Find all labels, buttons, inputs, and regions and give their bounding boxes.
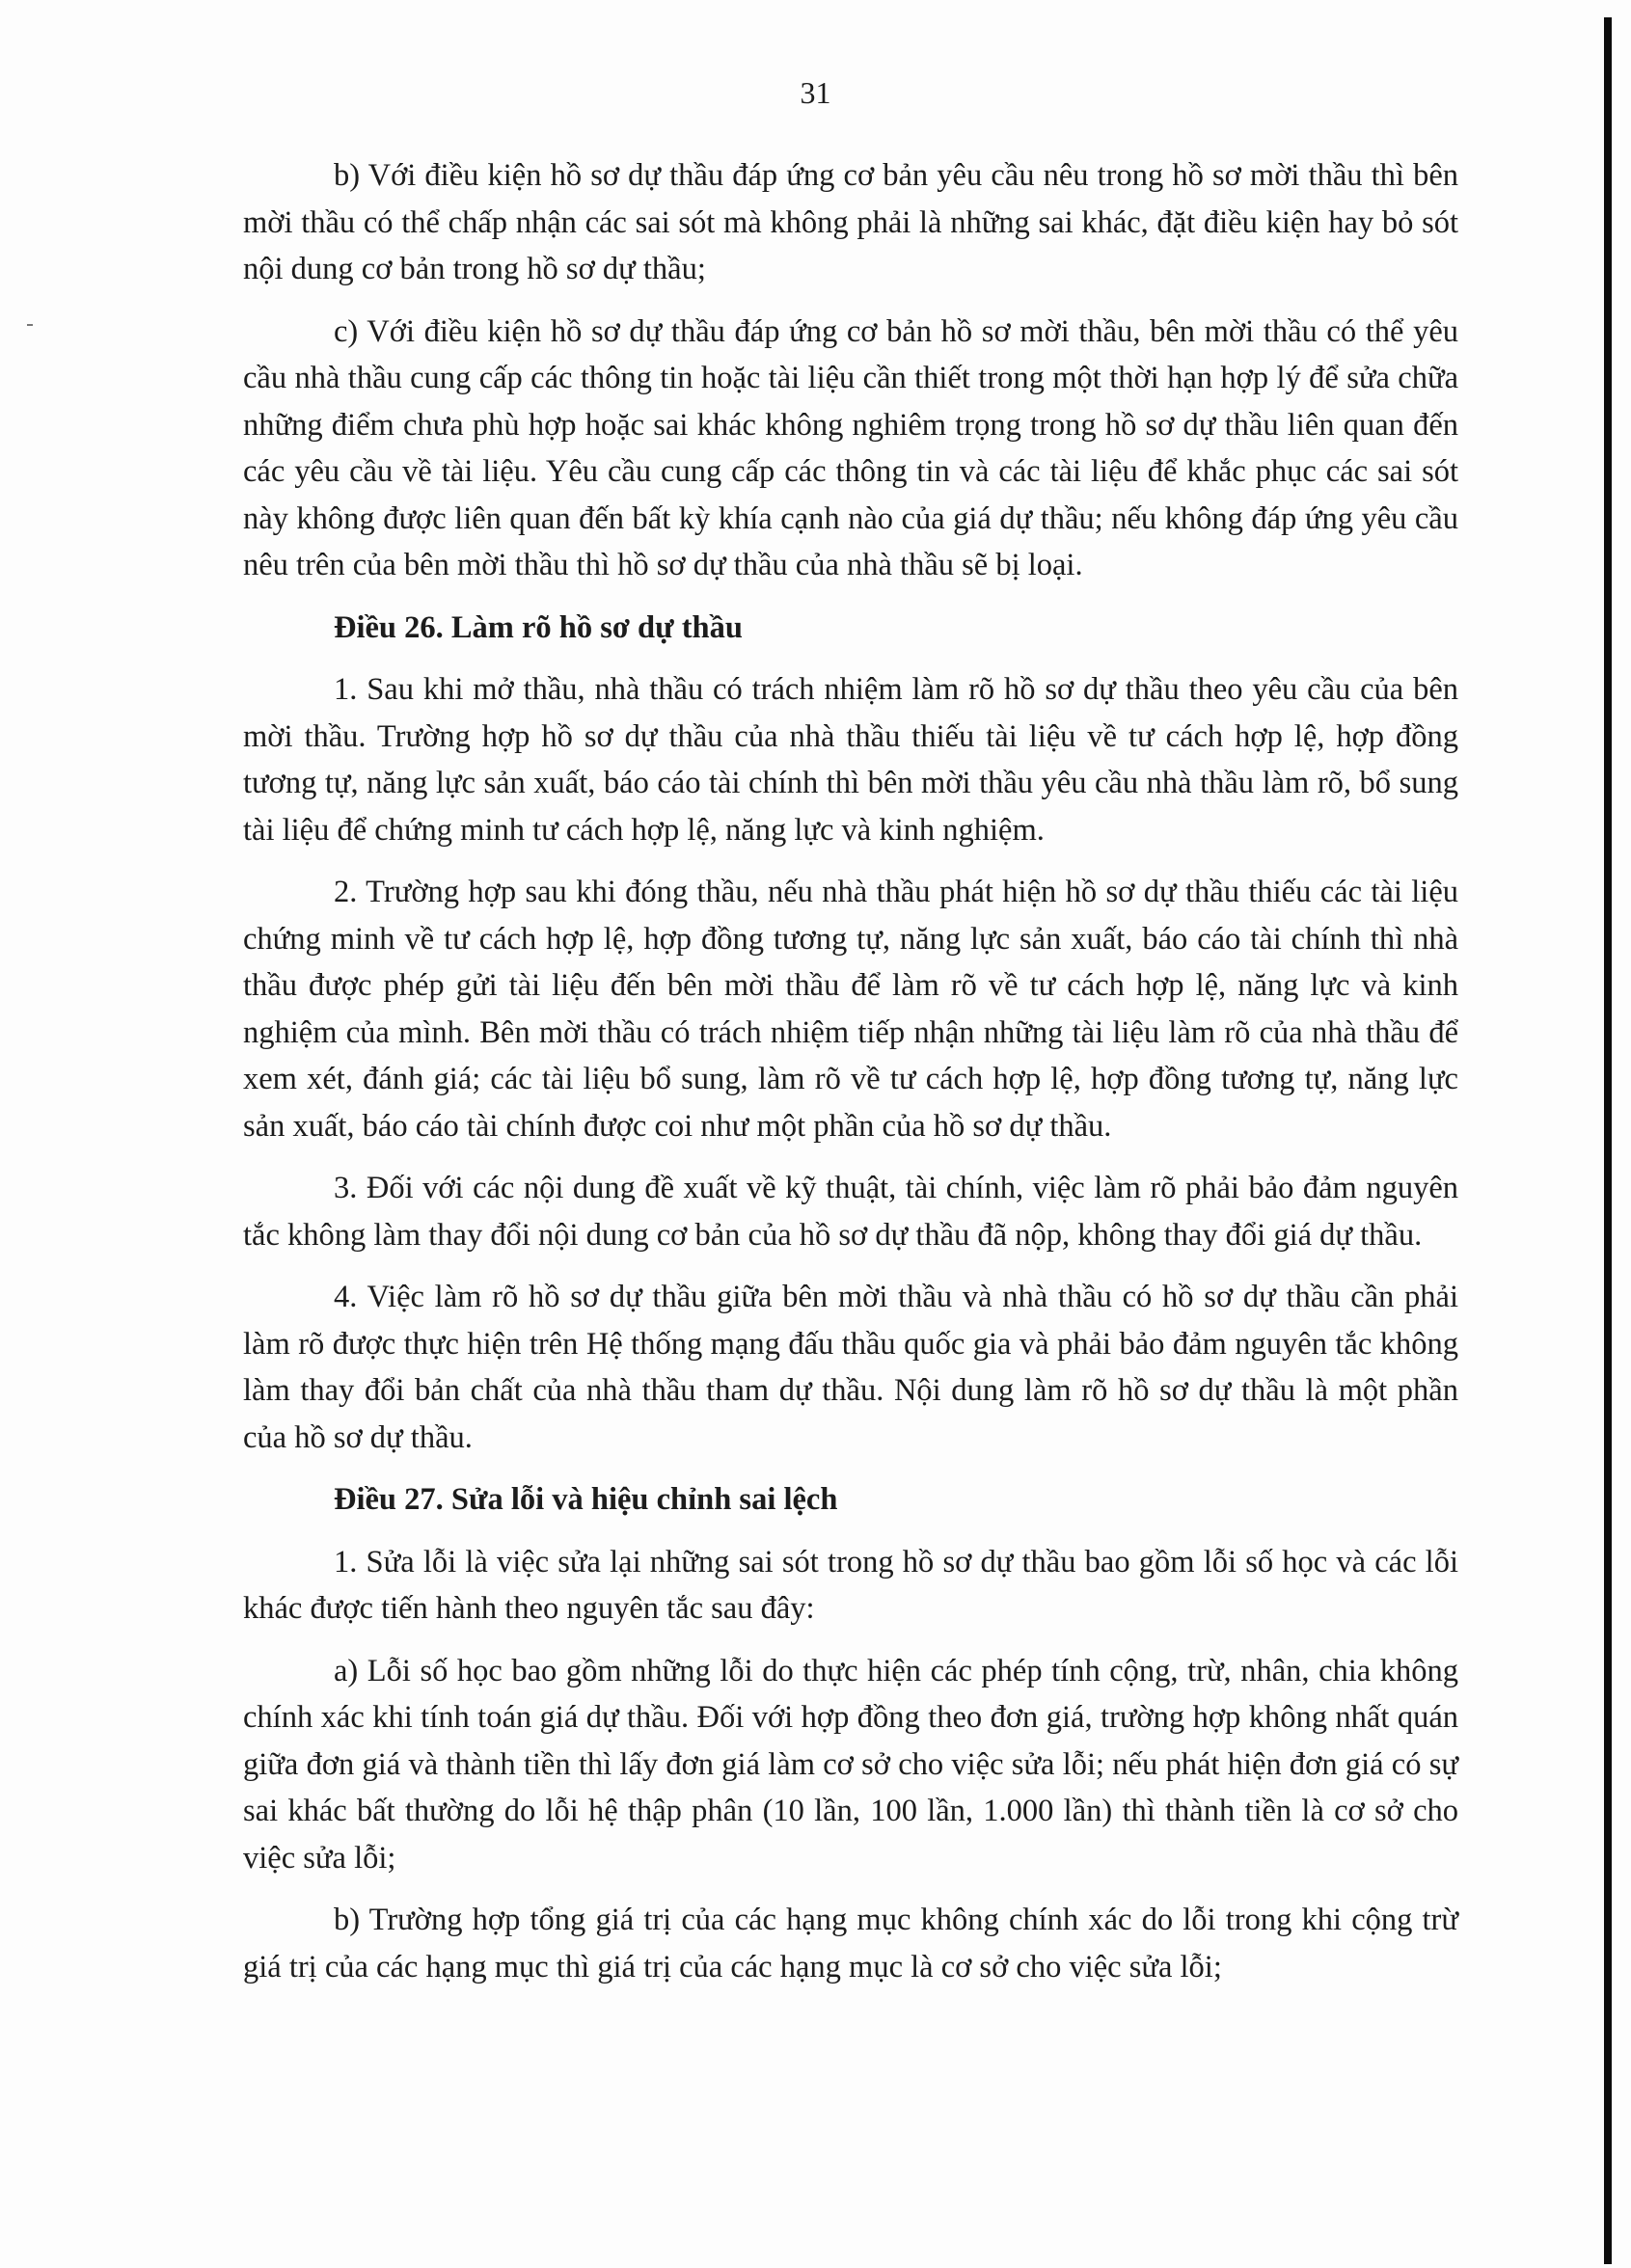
article-26-heading: Điều 26. Làm rõ hồ sơ dự thầu [334, 609, 743, 645]
document-body [243, 152, 1458, 2006]
paragraph-c-conditions: c) Với điều kiện hồ sơ dự thầu đáp ứng cơ bản hồ sơ mời thầu, bên mời thầu có thể yêu cầu nhà thầu cung cấp các thông tin hoặc tài liệu cần thiết trong một thời hạn hợp lý để sửa chữa những điểm chưa phù hợp hoặc sai khác không nghiêm trọng trong hồ sơ dự thầu liên quan đến các yêu cầu về tài liệu. Yêu cầu cung cấp các thông tin và các tài liệu để khắc phục các sai sót này không được liên quan đến bất kỳ khía cạnh nào của giá dự thầu; nếu không đáp ứng yêu cầu nêu trên của bên mời thầu thì hồ sơ dự thầu của nhà thầu sẽ bị loại. [243, 313, 1458, 582]
article-26-clause-3: 3. Đối với các nội dung đề xuất về kỹ thuật, tài chính, việc làm rõ phải bảo đảm nguyên tắc không làm thay đổi nội dung cơ bản của hồ sơ dự thầu đã nộp, không thay đổi giá dự thầu. [243, 1171, 1458, 1253]
paragraph-b-conditions: b) Với điều kiện hồ sơ dự thầu đáp ứng cơ bản yêu cầu nêu trong hồ sơ mời thầu thì bên mời thầu có thể chấp nhận các sai sót mà không phải là những sai khác, đặt điều kiện hay bỏ sót nội dung cơ bản trong hồ sơ dự thầu; [243, 158, 1458, 286]
scan-edge-shadow [1604, 17, 1612, 2264]
article-27-clause-1: 1. Sửa lỗi là việc sửa lại những sai sót trong hồ sơ dự thầu bao gồm lỗi số học và các lỗi khác được tiến hành theo nguyên tắc sau đây: [243, 1544, 1458, 1626]
article-27-heading: Điều 27. Sửa lỗi và hiệu chỉnh sai lệch [334, 1482, 838, 1517]
scan-speck [27, 324, 33, 326]
article-26-clause-2: 2. Trường hợp sau khi đóng thầu, nếu nhà thầu phát hiện hồ sơ dự thầu thiếu các tài liệu chứng minh về tư cách hợp lệ, hợp đồng tương tự, năng lực sản xuất, báo cáo tài chính thì nhà thầu được phép gửi tài liệu đến bên mời thầu để làm rõ về tư cách hợp lệ, năng lực và kinh nghiệm của mình. Bên mời thầu có trách nhiệm tiếp nhận những tài liệu làm rõ của nhà thầu để xem xét, đánh giá; các tài liệu bổ sung, làm rõ về tư cách hợp lệ, hợp đồng tương tự, năng lực sản xuất, báo cáo tài chính được coi như một phần của hồ sơ dự thầu. [243, 875, 1458, 1144]
article-27-clause-1b: b) Trường hợp tổng giá trị của các hạng mục không chính xác do lỗi trong khi cộng trừ giá trị của các hạng mục thì giá trị của các hạng mục là cơ sở cho việc sửa lỗi; [243, 1903, 1458, 1984]
page-number: 31 [800, 75, 831, 110]
article-26-clause-1: 1. Sau khi mở thầu, nhà thầu có trách nhiệm làm rõ hồ sơ dự thầu theo yêu cầu của bên mời thầu. Trường hợp hồ sơ dự thầu của nhà thầu thiếu tài liệu về tư cách hợp lệ, hợp đồng tương tự, năng lực sản xuất, báo cáo tài chính thì bên mời thầu yêu cầu nhà thầu làm rõ, bổ sung tài liệu để chứng minh tư cách hợp lệ, năng lực và kinh nghiệm. [243, 672, 1458, 848]
article-26-clause-4: 4. Việc làm rõ hồ sơ dự thầu giữa bên mời thầu và nhà thầu có hồ sơ dự thầu cần phải làm rõ được thực hiện trên Hệ thống mạng đấu thầu quốc gia và phải bảo đảm nguyên tắc không làm thay đổi bản chất của nhà thầu tham dự thầu. Nội dung làm rõ hồ sơ dự thầu là một phần của hồ sơ dự thầu. [243, 1280, 1458, 1455]
article-27-clause-1a: a) Lỗi số học bao gồm những lỗi do thực hiện các phép tính cộng, trừ, nhân, chia không chính xác khi tính toán giá dự thầu. Đối với hợp đồng theo đơn giá, trường hợp không nhất quán giữa đơn giá và thành tiền thì lấy đơn giá làm cơ sở cho việc sửa lỗi; nếu phát hiện đơn giá có sự sai khác bất thường do lỗi hệ thập phân (10 lần, 100 lần, 1.000 lần) thì thành tiền là cơ sở cho việc sửa lỗi; [243, 1653, 1458, 1876]
